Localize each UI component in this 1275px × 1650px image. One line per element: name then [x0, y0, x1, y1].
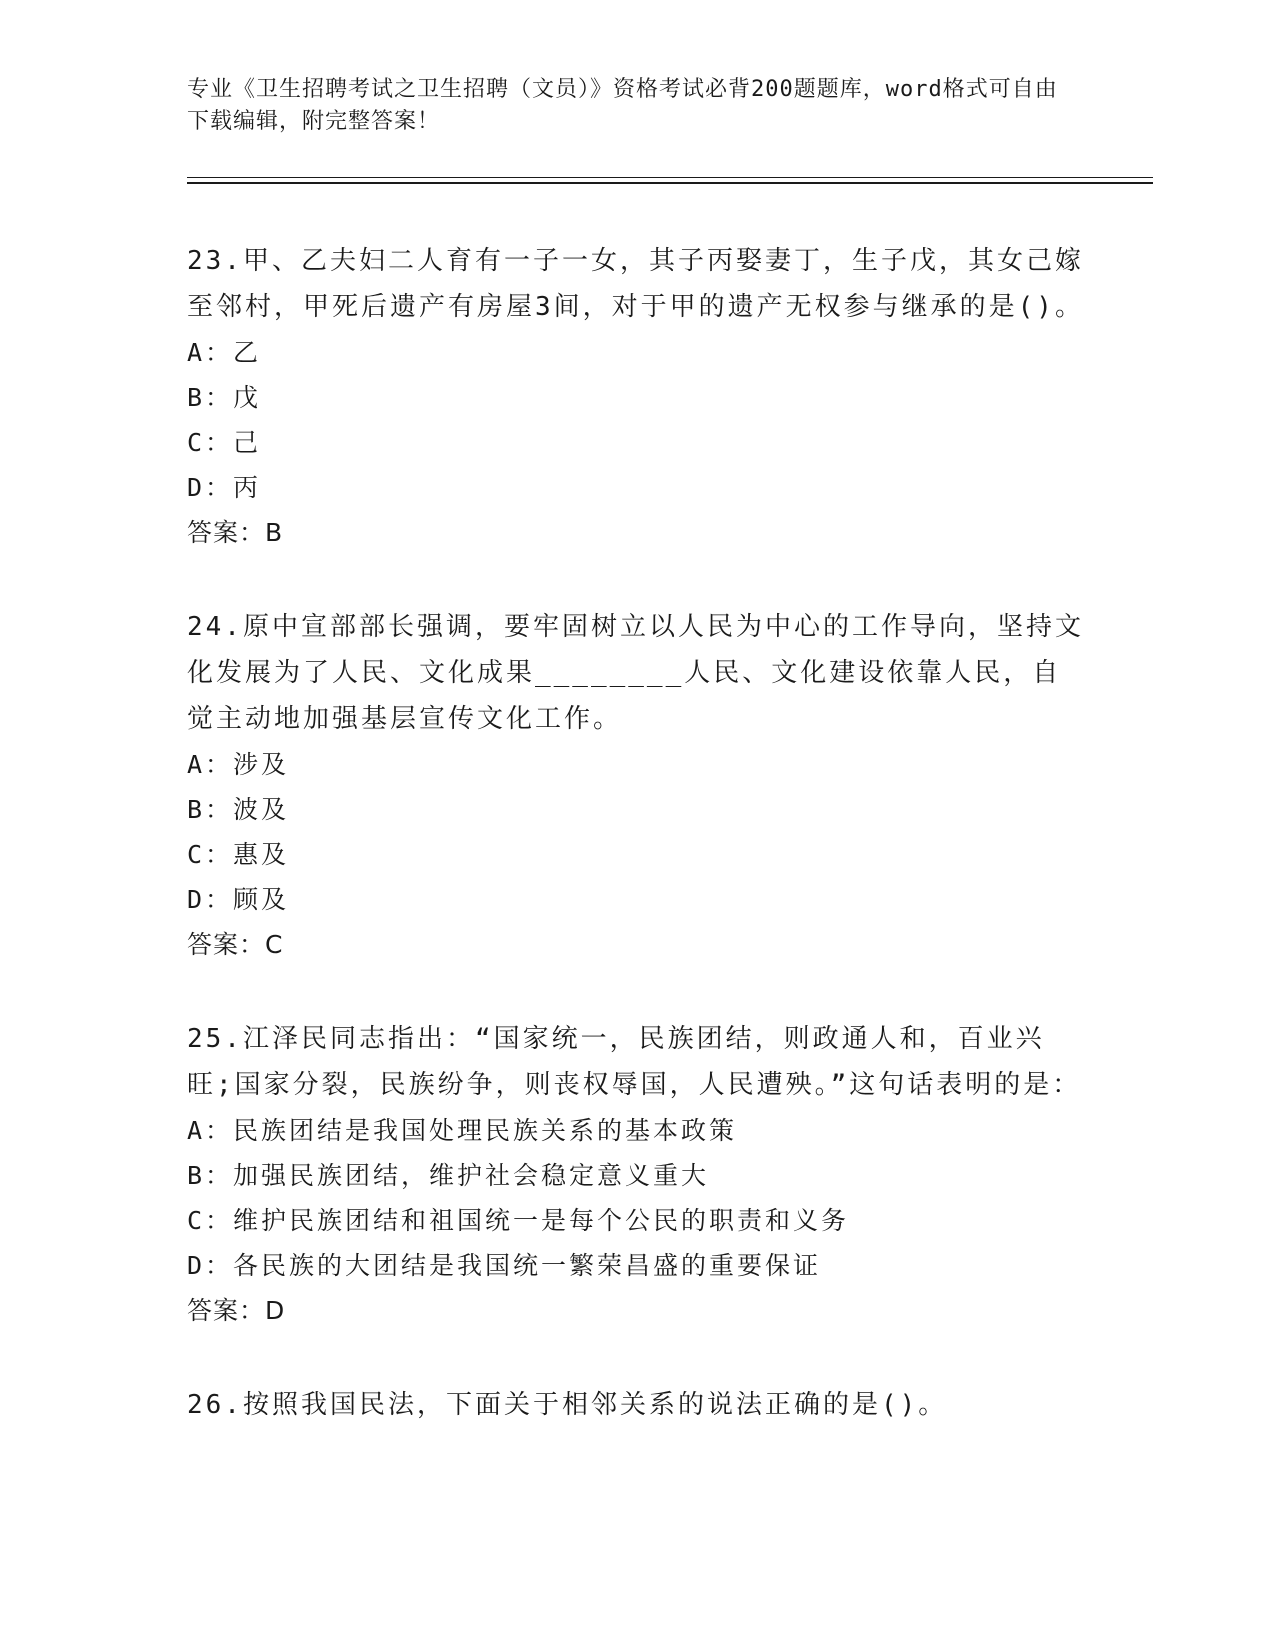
option-text: 惠及	[233, 840, 290, 869]
header-divider-thick	[187, 182, 1153, 184]
option-key: A：	[187, 1116, 234, 1145]
option-c	[187, 420, 1087, 465]
option-text: 乙	[233, 338, 262, 367]
option-a	[187, 330, 1087, 375]
answer-line: 答案：B	[187, 518, 284, 547]
option-key: D：	[187, 473, 234, 502]
option-a	[187, 742, 1087, 787]
option-text: 各民族的大团结是我国统一繁荣昌盛的重要保证	[233, 1251, 822, 1280]
option-key: B：	[187, 795, 234, 824]
question-25	[187, 1016, 1087, 1334]
question-26	[187, 1382, 1087, 1428]
option-key: C：	[187, 840, 234, 869]
document-header: 专业《卫生招聘考试之卫生招聘（文员）》资格考试必背200题题库，word格式可自由下载编辑，附完整答案！	[187, 77, 1058, 134]
option-text: 涉及	[233, 750, 290, 779]
option-key: B：	[187, 1161, 234, 1190]
option-text: 丙	[233, 473, 262, 502]
question-list	[187, 238, 1087, 1476]
question-stem: 23.甲、乙夫妇二人育有一子一女，其子丙娶妻丁，生子戊，其女己嫁至邻村，甲死后遗产有房屋3间，对于甲的遗产无权参与继承的是()。	[187, 246, 1084, 322]
option-d	[187, 877, 1087, 922]
option-text: 维护民族团结和祖国统一是每个公民的职责和义务	[233, 1206, 850, 1235]
option-d	[187, 1243, 1087, 1288]
option-text: 顾及	[233, 885, 290, 914]
option-c	[187, 1198, 1087, 1243]
question-stem: 25.江泽民同志指出：“国家统一，民族团结，则政通人和，百业兴旺;国家分裂，民族纷争，则丧权辱国，人民遭殃。”这句话表明的是：	[187, 1024, 1082, 1100]
option-text: 戊	[233, 383, 262, 412]
option-text: 加强民族团结，维护社会稳定意义重大	[233, 1161, 710, 1190]
option-key: A：	[187, 750, 234, 779]
question-stem: 24.原中宣部部长强调，要牢固树立以人民为中心的工作导向，坚持文化发展为了人民、文化成果________人民、文化建设依靠人民，自觉主动地加强基层宣传文化工作。	[187, 612, 1084, 734]
option-d	[187, 465, 1087, 510]
option-b	[187, 1153, 1087, 1198]
header-divider-thin	[187, 177, 1153, 178]
option-b	[187, 375, 1087, 420]
option-c	[187, 832, 1087, 877]
question-24	[187, 604, 1087, 968]
option-key: C：	[187, 428, 234, 457]
option-text: 己	[233, 428, 262, 457]
option-key: D：	[187, 1251, 234, 1280]
option-a	[187, 1108, 1087, 1153]
option-text: 民族团结是我国处理民族关系的基本政策	[233, 1116, 738, 1145]
option-key: A：	[187, 338, 234, 367]
answer-line: 答案：D	[187, 1296, 286, 1325]
question-stem: 26.按照我国民法，下面关于相邻关系的说法正确的是()。	[187, 1390, 948, 1420]
option-b	[187, 787, 1087, 832]
answer-line: 答案：C	[187, 930, 284, 959]
option-text: 波及	[233, 795, 290, 824]
option-key: D：	[187, 885, 234, 914]
option-key: B：	[187, 383, 234, 412]
option-key: C：	[187, 1206, 234, 1235]
question-23	[187, 238, 1087, 556]
